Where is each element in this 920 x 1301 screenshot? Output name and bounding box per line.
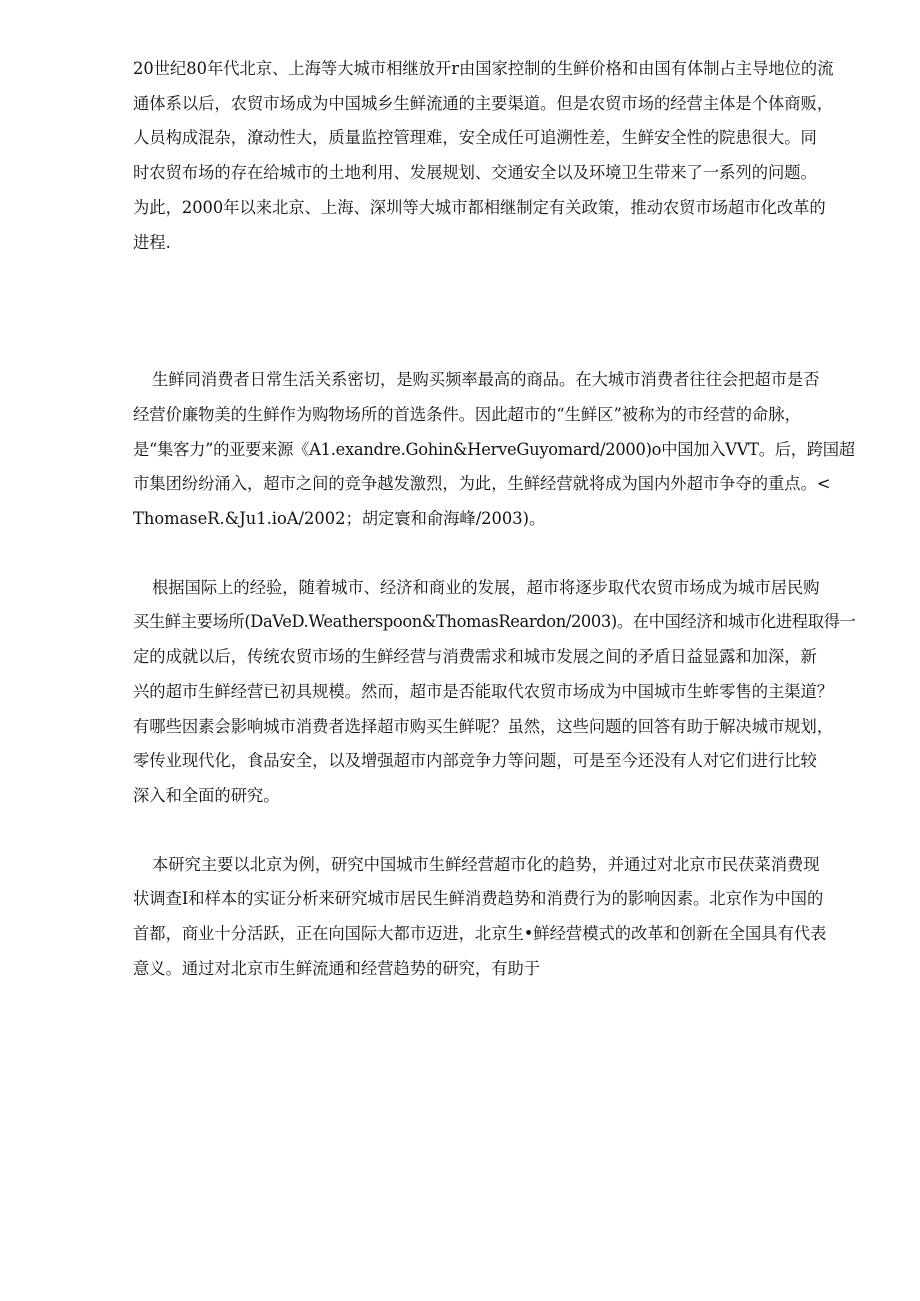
text-line: 生鲜同消费者日常生活关系密切，是购买频率最高的商品。在大城市消费者往往会把超市是否 — [152, 370, 820, 390]
text-line: 20世纪80年代北京、上海等大城市相继放开r由国家控制的生鲜价格和由国有体制占主导地位的流 — [133, 59, 834, 78]
text-line: 进程. — [133, 232, 171, 252]
text-line: 经营价廉物美的生鲜作为购物场所的首选条件。因此超市的“生鲜区”被称为的市经营的命脉， — [133, 404, 801, 424]
text-line: 通体系以后，农贸市场成为中国城乡生鲜流通的主要渠道。但是农贸市场的经营主体是个体商贩， — [133, 93, 834, 113]
text-line: 深入和全面的研究。 — [133, 785, 280, 805]
text-line: 零传业现代化，食品安全，以及增强超市内部竞争力等问题，可是至今还没有人对它们进行比较 — [133, 751, 817, 771]
paragraph-fresh-food-consumers — [133, 363, 855, 537]
text-line: 买生鲜主要场所(DaVeD.Weatherspoon&ThomasReardon/2003)。在中国经济和城市化进程取得一 — [133, 612, 856, 632]
text-line: 时农贸布场的存在给城市的土地利用、发展规划、交通安全以及环境卫生带来了一系列的问题。 — [133, 163, 817, 183]
text-line: 状调查I和样本的实证分析来研究城市居民生鲜消费趋势和消费行为的影响因素。北京作为中国的 — [133, 889, 824, 909]
text-line: 首都，商业十分活跃，正在向国际大都市迈进，北京生•鲜经营模式的改革和创新在全国具有代表 — [133, 924, 827, 944]
paragraph-study-scope — [133, 848, 855, 987]
text-line: 定的成就以后，传统农贸市场的生鲜经营与消费需求和城市发展之间的矛盾日益显露和加深，新 — [133, 647, 817, 667]
text-line: 人员构成混杂，潦动性大，质量监控管理难，安全成任可追溯性差，生鲜安全性的院患很大。同 — [133, 128, 817, 148]
text-line: 根据国际上的经验，随着城市、经济和商业的发展，超市将逐步取代农贸市场成为城市居民购 — [152, 577, 820, 597]
text-line: 为此，2000年以来北京、上海、深圳等大城市都相继制定有关政策，推动农贸市场超市化改革的 — [133, 197, 826, 217]
paragraph-international-experience — [133, 571, 855, 814]
paragraph-intro — [133, 52, 855, 260]
text-line: 市集团纷纷涌入，超市之间的竞争越发激烈，为此，生鲜经营就将成为国内外超市争夺的重点。< — [133, 474, 831, 494]
text-line: 有哪些因素会影响城市消费者选择超市购买生鲜呢？虽然，这些问题的回答有助于解决城市规划， — [133, 716, 834, 736]
text-line: 意义。通过对北京市生鲜流通和经营趋势的研究，有助于 — [133, 958, 541, 978]
text-line: 本研究主要以北京为例，研究中国城市生鲜经营超市化的趋势，并通过对北京市民茯菜消费现 — [152, 854, 820, 874]
document-page — [133, 52, 855, 986]
text-line: 兴的超市生鲜经营已初具规模。然而，超市是否能取代农贸市场成为中国城市生蚱零售的主渠道？ — [133, 681, 834, 701]
text-line: 是“集客力”的亚要来源《A1.exandre.Gohin&HerveGuyomard/2000)o中国加入VVT。后，跨国超 — [133, 439, 855, 459]
text-line: ThomaseR.&Ju1.ioA/2002；胡定寰和俞海峰/2003)。 — [133, 509, 546, 529]
